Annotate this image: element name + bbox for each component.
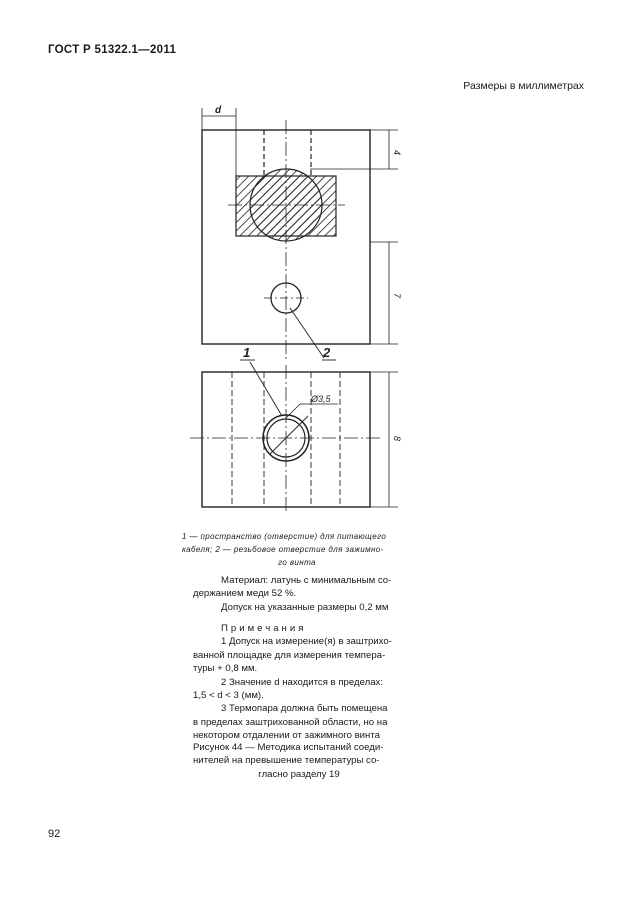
notes-title: Примечания bbox=[221, 623, 307, 634]
note-line: некотором отдалении от зажимного винта bbox=[193, 730, 380, 742]
dim-7-label: 7 bbox=[392, 293, 402, 299]
note-line: в пределах заштрихованной области, но на bbox=[193, 716, 388, 728]
note-line: 1,5 < d < 3 (мм). bbox=[193, 690, 264, 702]
units-note: Размеры в миллиметрах bbox=[463, 80, 584, 92]
notes-block bbox=[193, 622, 405, 743]
figure-legend bbox=[182, 530, 412, 569]
page-number: 92 bbox=[48, 828, 61, 840]
tolerance-line: Допуск на указанные размеры 0,2 мм bbox=[221, 601, 389, 613]
note-line: 3 Термопара должна быть помещена bbox=[221, 703, 388, 715]
legend-line: 1 — пространство (отверстие) для питающего bbox=[182, 532, 387, 541]
material-line: Материал: латунь с минимальным со- bbox=[221, 575, 392, 586]
note-line: ванной площадке для измерения темпера- bbox=[193, 649, 386, 661]
note-line: 2 Значение d находится в пределах: bbox=[221, 676, 383, 688]
material-block bbox=[193, 574, 405, 614]
note-line: 1 Допуск на измерение(я) в заштрихо- bbox=[221, 636, 392, 648]
material-line: держанием меди 52 %. bbox=[193, 588, 297, 600]
dim-8-label: 8 bbox=[392, 436, 402, 442]
dim-d-label: d bbox=[215, 105, 222, 116]
figure-caption bbox=[193, 741, 405, 781]
legend-line: го винта bbox=[278, 558, 316, 567]
legend-line: кабеля; 2 — резьбовое отверстие для зажимно- bbox=[182, 545, 384, 554]
callout-2: 2 bbox=[323, 345, 331, 360]
technical-drawing bbox=[170, 100, 430, 520]
diameter-label: Ø3,5 bbox=[311, 394, 331, 404]
caption-line: гласно разделу 19 bbox=[258, 768, 340, 780]
note-line: туры + 0,8 мм. bbox=[193, 663, 258, 675]
caption-line: Рисунок 44 — Методика испытаний соеди- bbox=[193, 742, 384, 753]
callout-1: 1 bbox=[243, 345, 251, 360]
dim-4-label: 4 bbox=[392, 150, 402, 156]
caption-line: нителей на превышение температуры со- bbox=[193, 755, 380, 767]
document-header: ГОСТ Р 51322.1—2011 bbox=[48, 44, 177, 56]
